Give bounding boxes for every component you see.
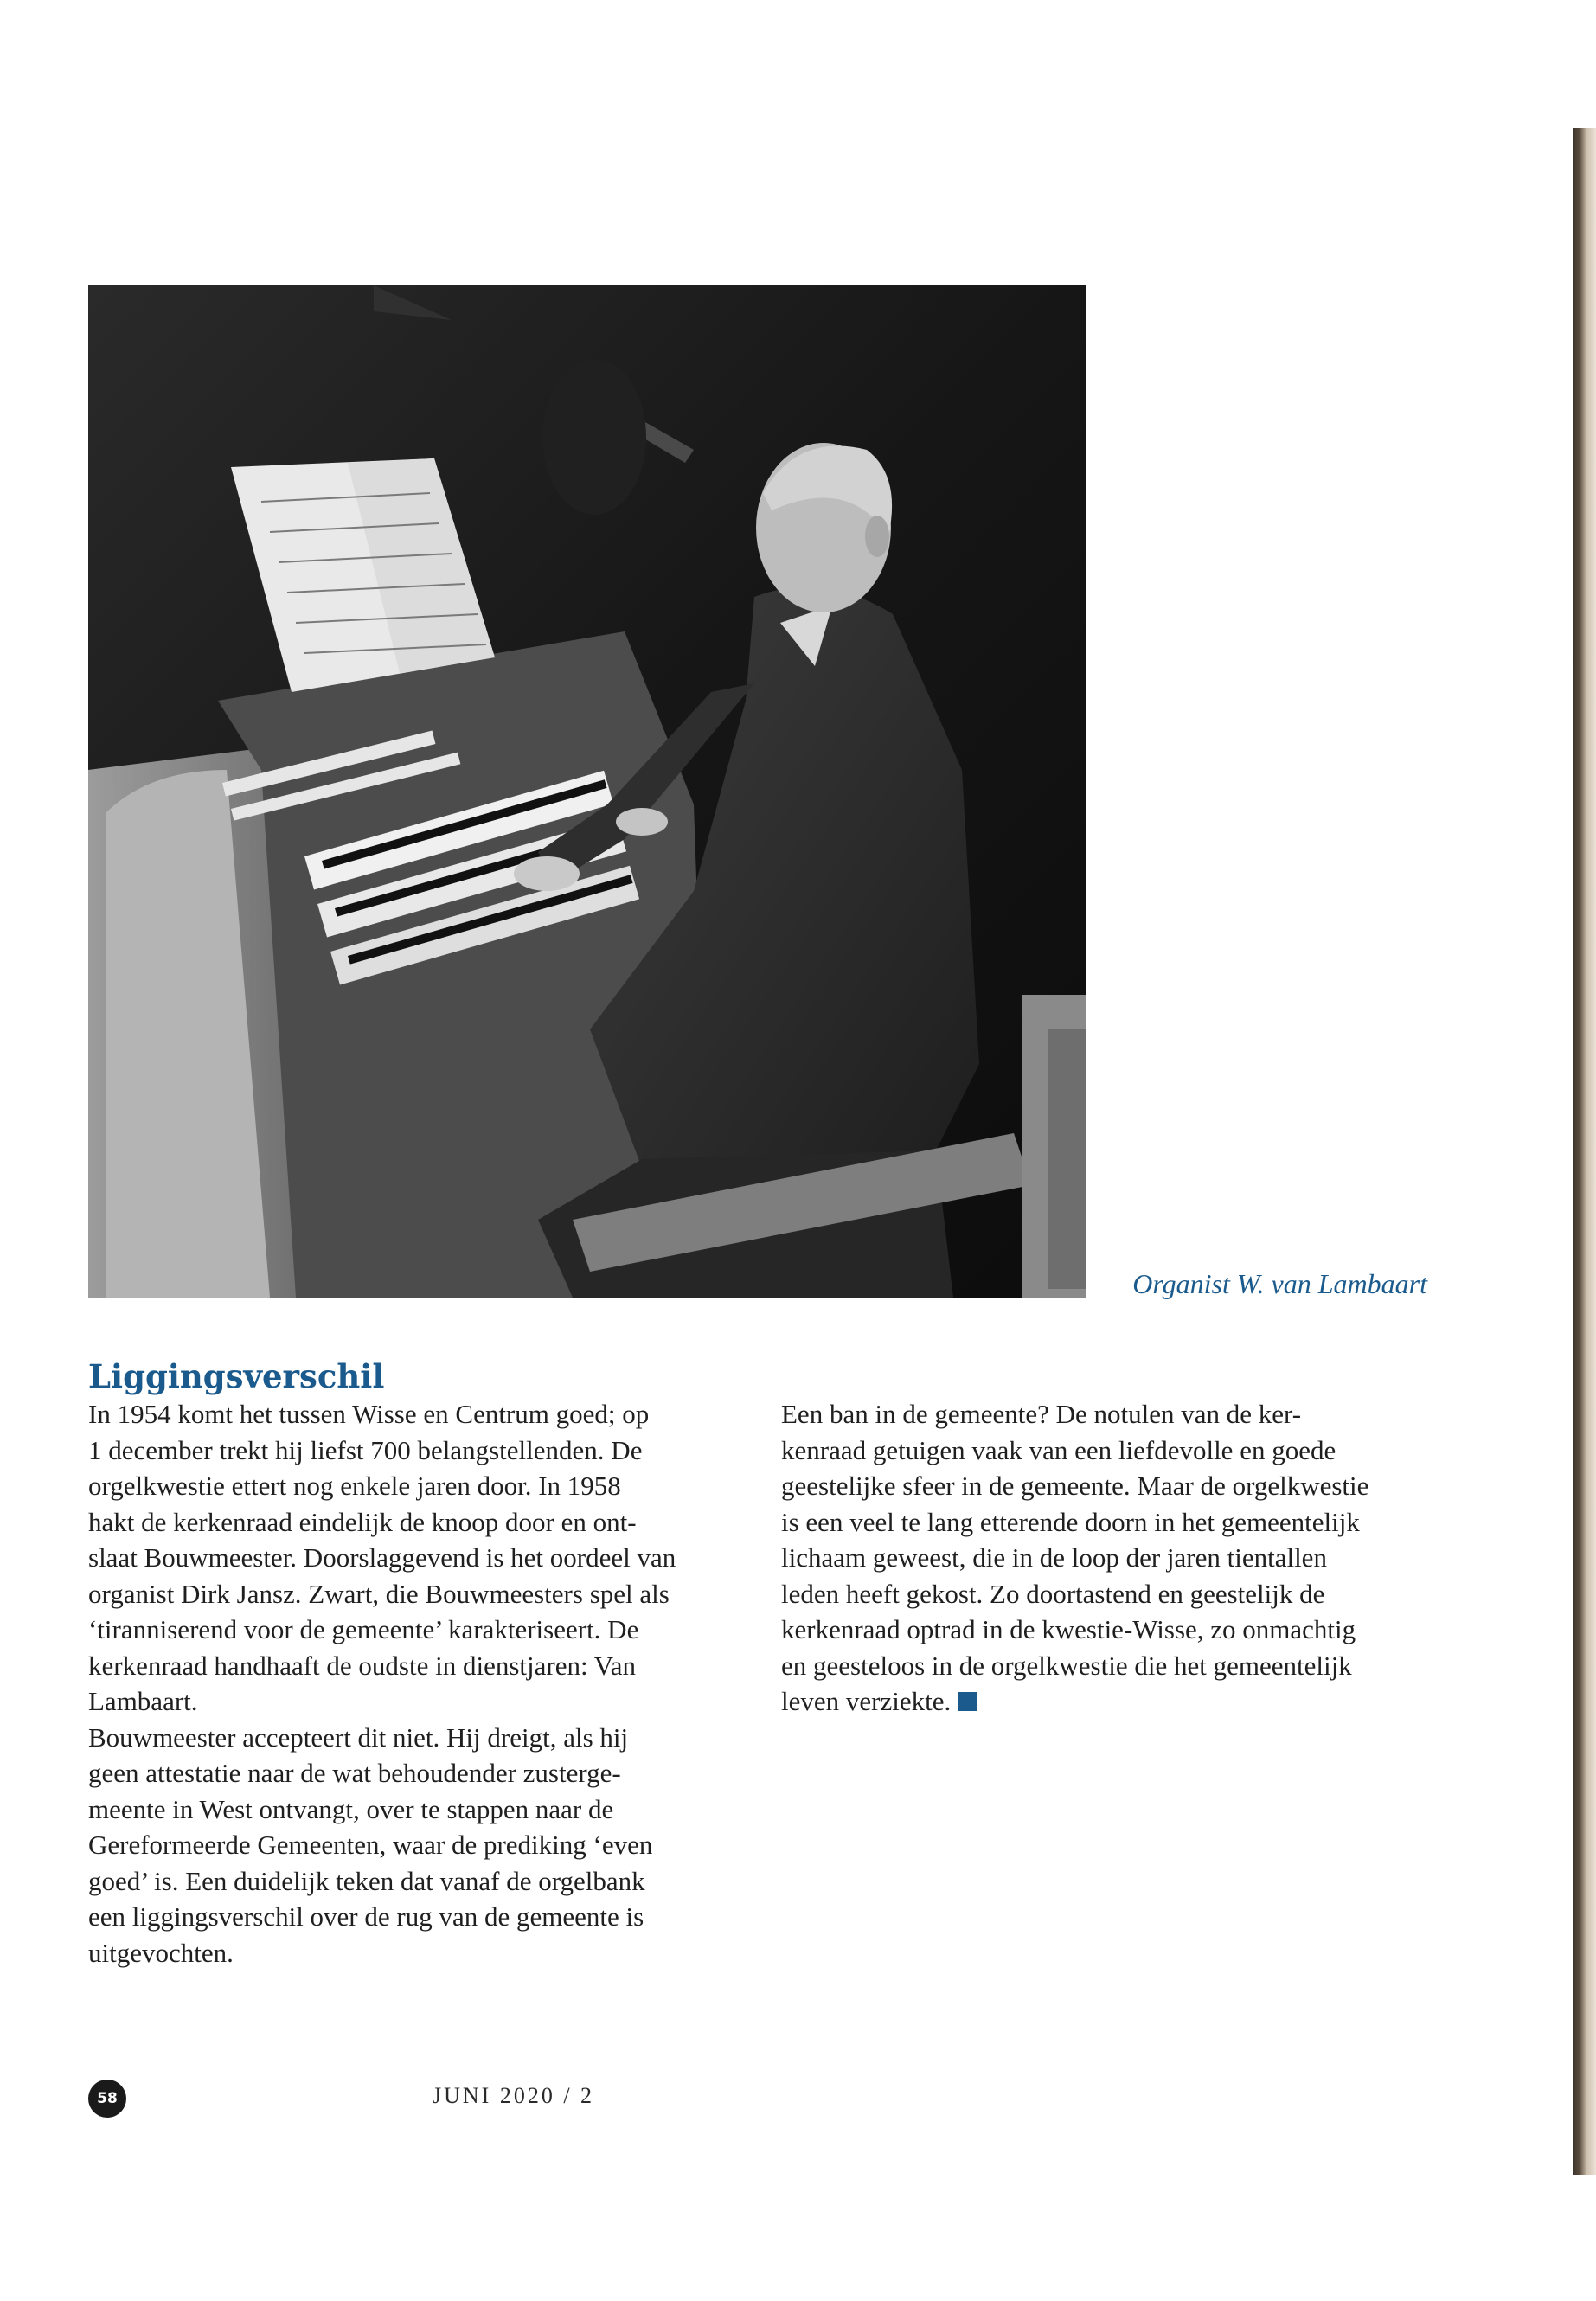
paragraph xyxy=(781,1396,1439,1720)
paragraph-text: Een ban in de gemeente? De notulen van de ker- kenraad getuigen vaak van een liefdevolle en goede geestelijke sfeer in de gemeente. Maar de orgelkwestie is een veel te lang etterende doorn in het gemeentelijk lichaam geweest, die in de loop der jaren tientallen leden heeft gekost. Zo doortastend en geestelijk de kerkenraad optrad in de kwestie-Wisse, zo onmachtig en geesteloos in de orgelkwestie die het gemeentelijk leven verziekte. xyxy=(781,1399,1369,1716)
article-right-column xyxy=(781,1396,1439,1720)
organist-photo xyxy=(88,285,1086,1298)
photo-caption: Organist W. van Lambaart xyxy=(1132,1268,1427,1299)
article-left-column xyxy=(88,1356,746,1971)
page-number: 58 xyxy=(88,2080,126,2118)
end-mark-icon xyxy=(958,1692,977,1711)
section-heading: Liggingsverschil xyxy=(88,1357,385,1395)
paragraph: Bouwmeester accepteert dit niet. Hij dreigt, als hij geen attestatie naar de wat behoudender zusterge- meente in West ontvangt, over te stappen naar de Gereformeerde Gemeenten, waar de prediking ‘even goed’ is. Een duidelijk teken dat vanaf de orgelbank een liggingsverschil over de rug van de gemeente is uitgevochten. xyxy=(88,1721,653,1968)
adjacent-page-edge xyxy=(1573,128,1596,2175)
paragraph: In 1954 komt het tussen Wisse en Centrum goed; op 1 december trekt hij liefst 700 belangstellenden. De orgelkwestie ettert nog enkele jaren door. In 1958 hakt de kerkenraad eindelijk de knoop door en ont- slaat Bouwmeester. Doorslaggevend is het oordeel van organist Dirk Jansz. Zwart, die Bouwmeesters spel als ‘tiranniserend voor de gemeente’ karakteriseert. De kerkenraad handhaaft de oudste in dienstjaren: Van Lambaart. xyxy=(88,1399,676,1716)
organist-photo-illustration xyxy=(88,285,1086,1298)
issue-label: JUNI 2020 / 2 xyxy=(433,2083,595,2108)
